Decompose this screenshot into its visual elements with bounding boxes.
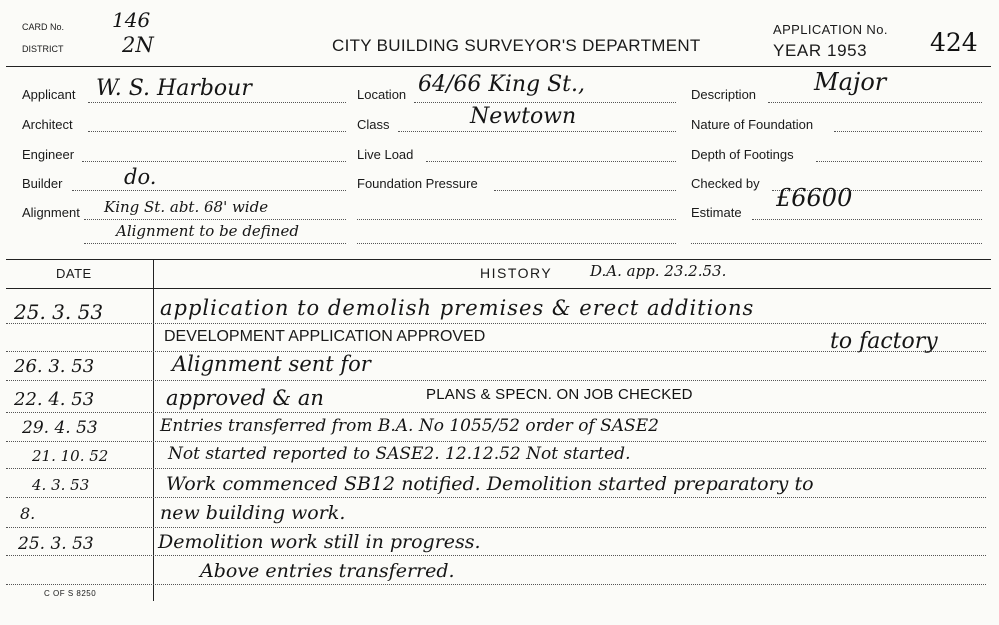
history-header: HISTORY (480, 265, 553, 281)
history-date: 29. 4. 53 (22, 418, 98, 438)
applicant-value: W. S. Harbour (96, 76, 252, 101)
date-header: DATE (56, 266, 92, 281)
blank-line-mid-2 (357, 243, 676, 244)
row-line (6, 468, 986, 469)
engineer-label: Engineer (22, 147, 75, 162)
history-entry: Entries transferred from B.A. No 1055/52 order of SASE2 (160, 416, 659, 436)
history-entry: Work commenced SB12 notified. Demolition started preparatory to (166, 473, 814, 495)
history-entry: approved & an (166, 386, 324, 410)
history-date: 4. 3. 53 (32, 476, 90, 494)
form-code: C OF S 8250 (44, 589, 97, 598)
engineer-line (82, 161, 346, 162)
row-line (6, 584, 986, 585)
depth-of-footings-line (816, 161, 982, 162)
applicant-line (88, 102, 346, 103)
depth-of-footings-label: Depth of Footings (691, 147, 794, 162)
blank-line-mid-1 (357, 219, 676, 220)
row-line (6, 555, 986, 556)
nature-of-foundation-label: Nature of Foundation (691, 117, 814, 132)
district-value: 2N (122, 33, 154, 57)
alignment-label: Alignment (22, 205, 80, 220)
blank-line-right (691, 243, 982, 244)
history-entry: Alignment sent for (172, 352, 371, 376)
history-entry-continuation: to factory (830, 329, 938, 354)
application-no-value: 424 (930, 28, 978, 57)
history-entry-stamp: DEVELOPMENT APPLICATION APPROVED (164, 328, 486, 345)
department-title: CITY BUILDING SURVEYOR'S DEPARTMENT (332, 36, 701, 55)
class-value: Newtown (470, 104, 577, 129)
foundation-pressure-line (494, 190, 676, 191)
live-load-line (426, 161, 676, 162)
builder-line (72, 190, 346, 191)
history-date: 22. 4. 53 (14, 389, 95, 410)
card-no-value: 146 (112, 8, 151, 32)
estimate-value: £6600 (776, 184, 853, 212)
row-line (6, 441, 986, 442)
history-date: 21. 10. 52 (32, 447, 109, 465)
estimate-label: Estimate (691, 205, 742, 220)
district-label: DISTRICT (22, 44, 64, 54)
foundation-pressure-label: Foundation Pressure (357, 176, 478, 191)
class-label: Class (357, 117, 390, 132)
row-line (6, 323, 986, 324)
live-load-label: Live Load (357, 147, 414, 162)
history-entry-stamp: PLANS & SPECN. ON JOB CHECKED (426, 386, 693, 403)
alignment-line-2 (84, 243, 346, 244)
card-no-label: CARD No. (22, 22, 65, 32)
alignment-value-2: Alignment to be defined (116, 222, 299, 240)
history-note: D.A. app. 23.2.53. (590, 262, 727, 280)
history-date: 25. 3. 53 (18, 534, 94, 554)
applicant-label: Applicant (22, 87, 76, 102)
alignment-value-1: King St. abt. 68' wide (104, 198, 269, 216)
location-line (414, 102, 676, 103)
history-entry: Above entries transferred. (200, 560, 455, 582)
history-date: 25. 3. 53 (14, 300, 104, 324)
row-line (6, 497, 986, 498)
nature-of-foundation-line (834, 131, 982, 132)
history-date: 8. (20, 504, 36, 523)
year-label: YEAR 1953 (773, 41, 868, 60)
history-entry: new building work. (160, 502, 346, 524)
history-entry: application to demolish premises & erect additions (160, 296, 755, 320)
application-no-label: APPLICATION No. (773, 22, 888, 37)
row-line (6, 412, 986, 413)
row-line (6, 380, 986, 381)
alignment-line-1 (84, 219, 346, 220)
description-label: Description (691, 87, 757, 102)
location-value: 64/66 King St., (418, 72, 586, 97)
description-value: Major (814, 68, 887, 96)
row-line (6, 527, 986, 528)
history-entry: Demolition work still in progress. (158, 531, 481, 553)
architect-label: Architect (22, 117, 73, 132)
history-entry: Not started reported to SASE2. 12.12.52 Not started. (168, 444, 631, 464)
checked-by-label: Checked by (691, 176, 760, 191)
estimate-line (752, 219, 982, 220)
builder-label: Builder (22, 176, 63, 191)
history-date: 26. 3. 53 (14, 356, 95, 377)
architect-line (88, 131, 346, 132)
table-column-divider (153, 259, 154, 601)
location-label: Location (357, 87, 407, 102)
header-rule (6, 66, 991, 67)
builder-value: do. (124, 165, 157, 189)
class-line (398, 131, 676, 132)
description-line (768, 102, 982, 103)
